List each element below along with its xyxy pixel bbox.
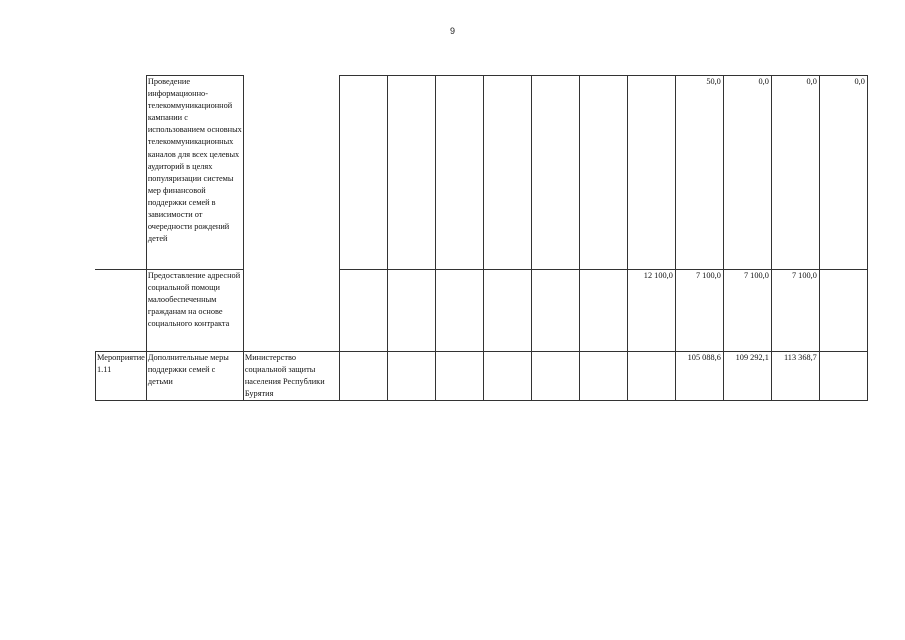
value-cell [387,270,435,352]
value-cell: 7 100,0 [723,270,771,352]
value-cell [531,270,579,352]
value-cell [531,352,579,401]
value-cell: 12 100,0 [627,270,675,352]
measure-name-cell: Дополнительные меры поддержки семей с детьми [146,352,243,401]
value-cell [339,352,387,401]
value-cell: 113 368,7 [771,352,819,401]
value-cell [483,270,531,352]
table-row [96,352,868,401]
value-cell: 7 100,0 [675,270,723,352]
value-cell: 0,0 [771,76,819,270]
table-row [96,76,868,270]
value-cell [483,76,531,270]
value-cell [531,76,579,270]
value-cell [435,270,483,352]
value-cell [579,76,627,270]
value-cell [435,352,483,401]
measure-name-cell: Проведение информационно-телекоммуникационной кампании с использованием основных телекоммуникационных каналов для всех целевых аудиторий в целях популяризации системы мер финансовой поддержки семей в зависимости от очередности рождений детей [146,76,243,270]
value-cell [387,352,435,401]
value-cell [339,270,387,352]
budget-table [95,75,868,401]
value-cell [339,76,387,270]
measure-number-cell [96,270,147,352]
value-cell: 0,0 [819,76,867,270]
value-cell [627,352,675,401]
value-cell [819,352,867,401]
value-cell [627,76,675,270]
value-cell: 0,0 [723,76,771,270]
executor-cell: Министерство социальной защиты населения Республики Бурятия [243,352,339,401]
table-row [96,270,868,352]
value-cell: 50,0 [675,76,723,270]
value-cell [579,270,627,352]
executor-cell [243,270,339,352]
measure-name-cell: Предоставление адресной социальной помощи малообеспеченным гражданам на основе социального контракта [146,270,243,352]
value-cell [579,352,627,401]
value-cell [819,270,867,352]
executor-cell [243,76,339,270]
value-cell: 105 088,6 [675,352,723,401]
value-cell: 7 100,0 [771,270,819,352]
value-cell [483,352,531,401]
measure-number-cell: Мероприятие 1.11 [96,352,147,401]
page-number: 9 [449,26,455,36]
value-cell [387,76,435,270]
value-cell [435,76,483,270]
measure-number-cell [96,76,147,270]
value-cell: 109 292,1 [723,352,771,401]
